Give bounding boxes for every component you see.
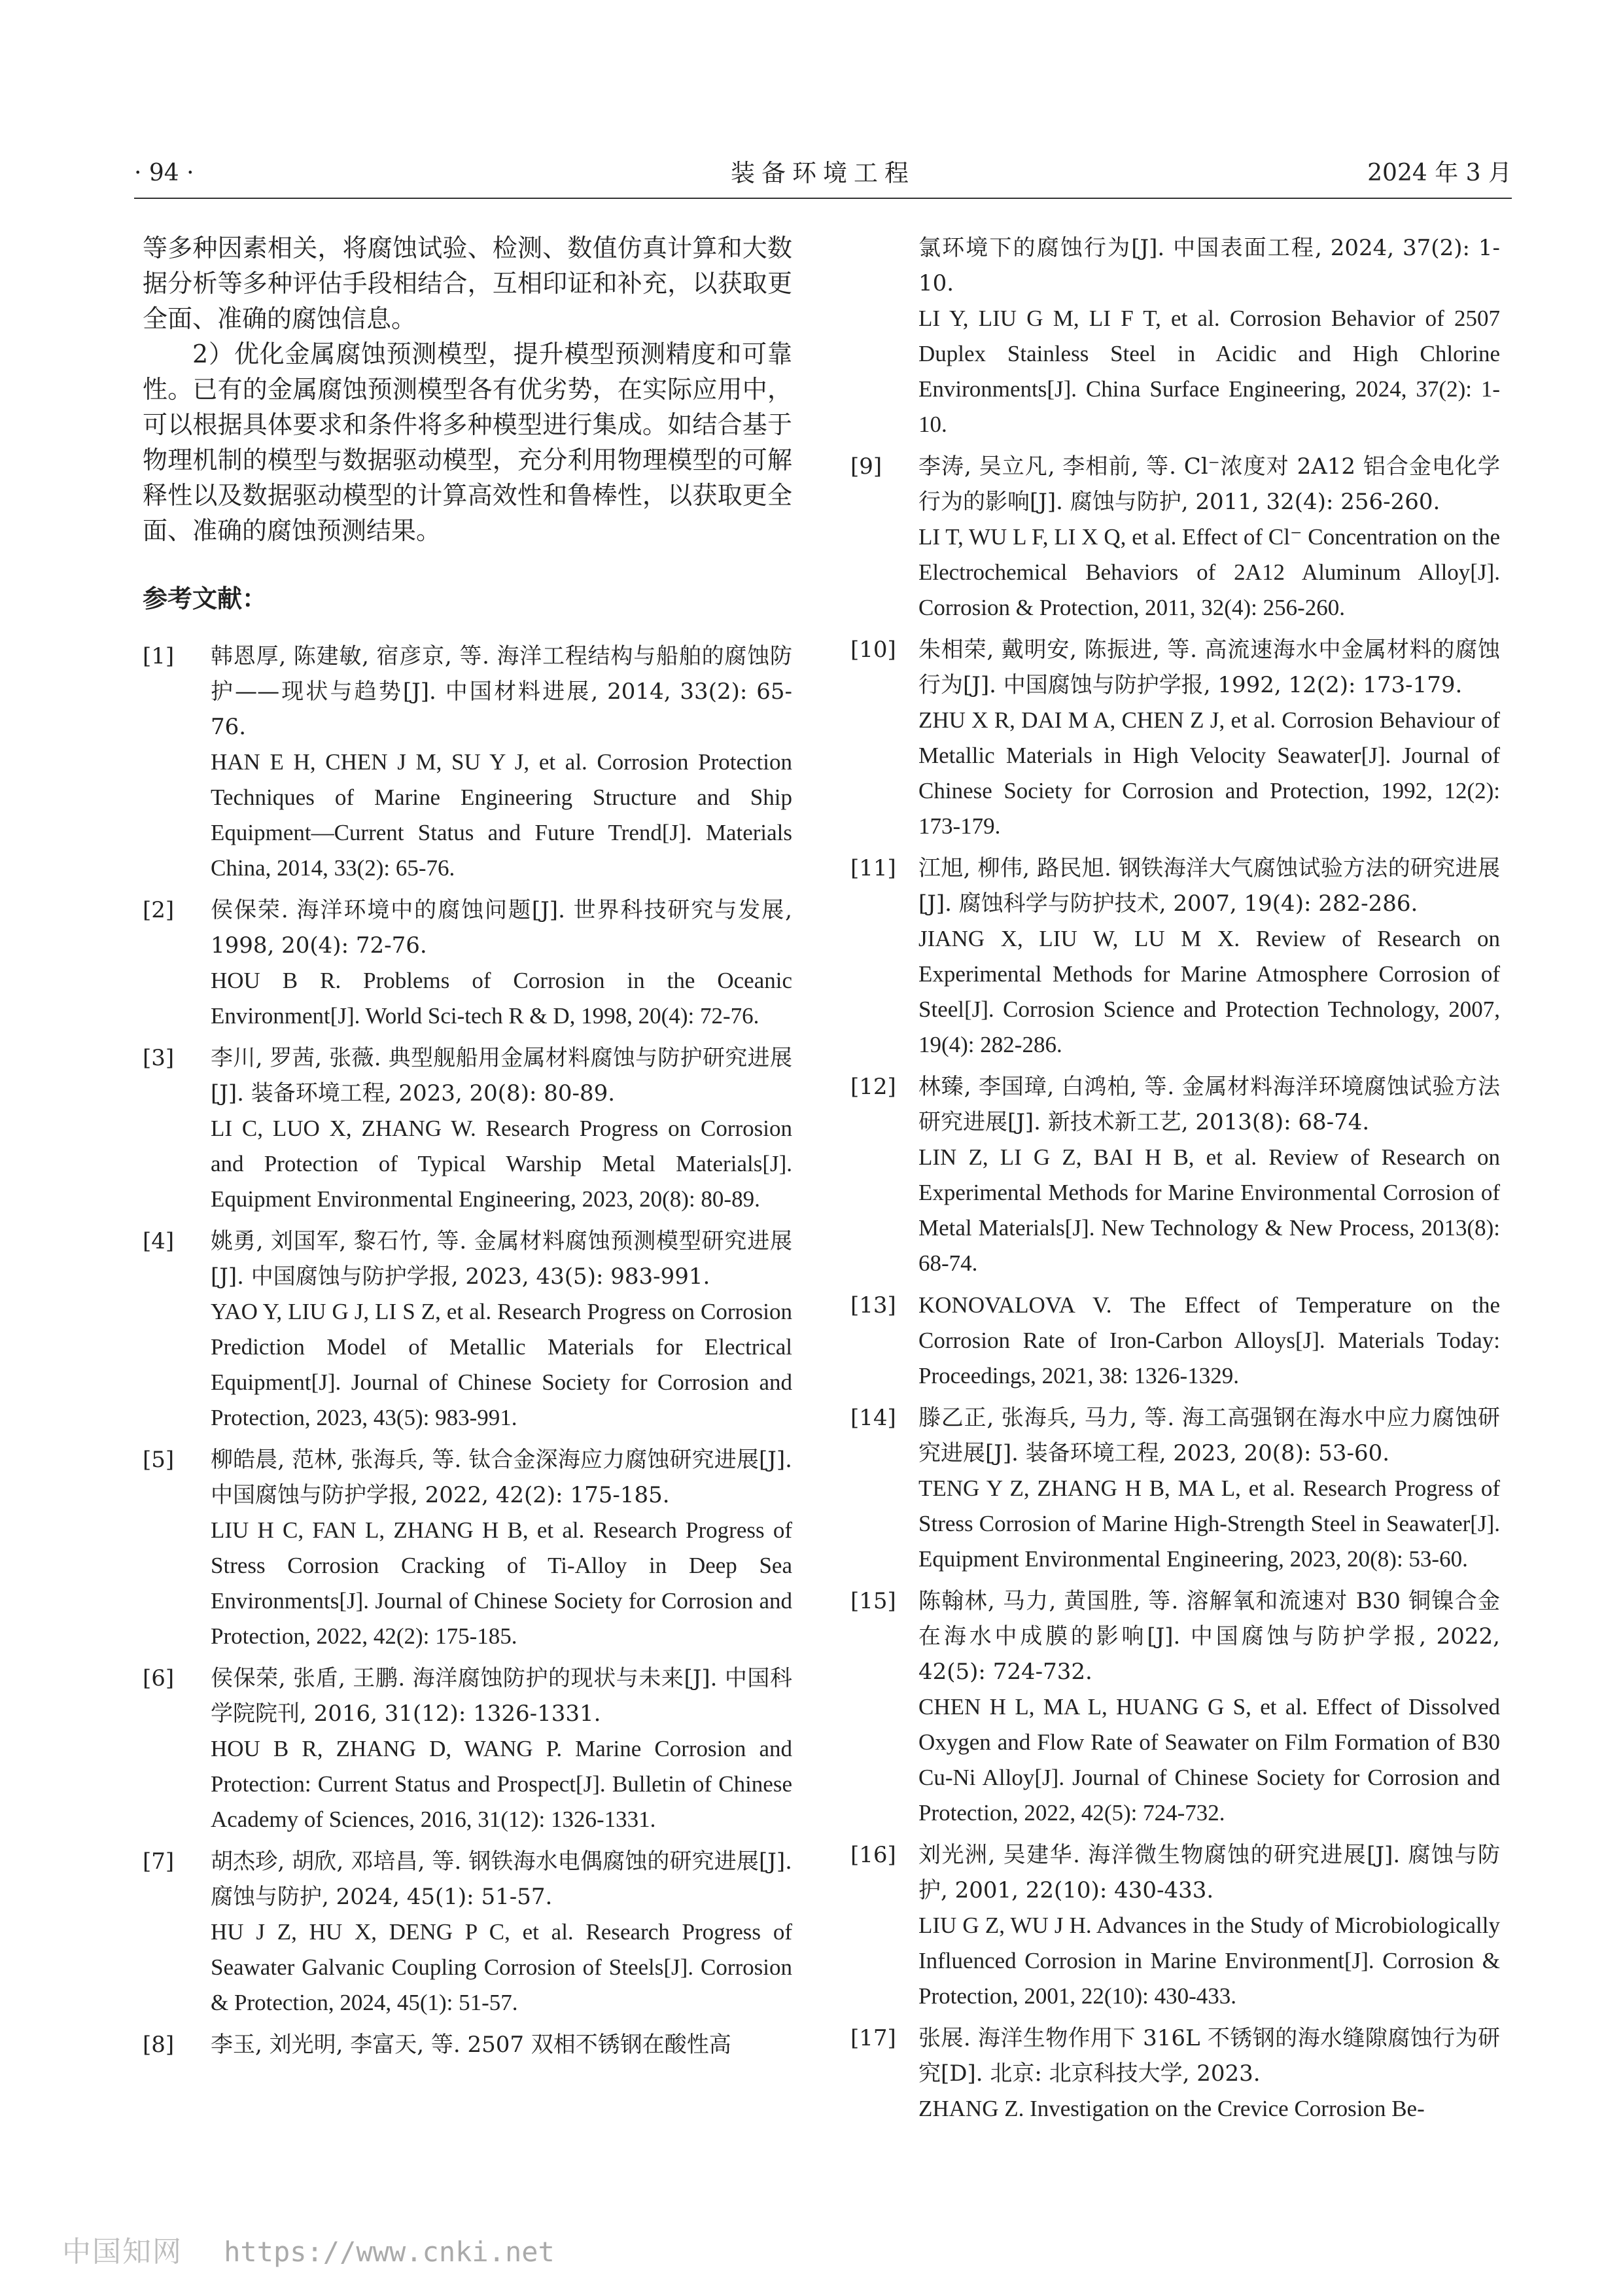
- reference-item: [850, 2021, 1500, 2127]
- reference-en: LIN Z, LI G Z, BAI H B, et al. Review of Research on Experimental Methods for Marine Environmental Corrosion of Metal Materials[J]. New Technology & New Process, 2013(8): 68-74.: [918, 1144, 1500, 1276]
- left-column: [143, 230, 792, 2069]
- reference-number: [10]: [850, 637, 896, 663]
- watermark-footer: [62, 2228, 555, 2267]
- reference-cn: 张展. 海洋生物作用下 316L 不锈钢的海水缝隙腐蚀行为研究[D]. 北京: 北京科技大学, 2023.: [918, 2025, 1500, 2087]
- reference-item: [850, 1583, 1500, 1831]
- reference-cn: 姚勇, 刘国军, 黎石竹, 等. 金属材料腐蚀预测模型研究进展[J]. 中国腐蚀与防护学报, 2023, 43(5): 983-991.: [211, 1228, 792, 1290]
- reference-number: [1]: [143, 643, 175, 669]
- reference-item: [850, 449, 1500, 626]
- reference-en: JIANG X, LIU W, LU M X. Review of Research on Experimental Methods for Marine Atmosphere Corrosion of Steel[J]. Corrosion Science and Protection Technology, 2007, 19(4): 282-286.: [918, 926, 1500, 1057]
- reference-number: [11]: [850, 855, 896, 881]
- reference-number: [4]: [143, 1228, 175, 1254]
- cnki-logo-text: 中国知网: [62, 2235, 183, 2269]
- right-column: [850, 230, 1500, 2133]
- references-heading: 参考文献：: [143, 584, 268, 613]
- reference-cn: 江旭, 柳伟, 路民旭. 钢铁海洋大气腐蚀试验方法的研究进展[J]. 腐蚀科学与防护技术, 2007, 19(4): 282-286.: [918, 855, 1500, 917]
- reference-en: ZHU X R, DAI M A, CHEN Z J, et al. Corrosion Behaviour of Metallic Materials in High Velocity Seawater[J]. Journal of Chinese Society for Corrosion and Protection, 1992, 12(2): 173-179.: [918, 707, 1500, 839]
- reference-en: YAO Y, LIU G J, LI S Z, et al. Research Progress on Corrosion Prediction Model of Metallic Materials for Electrical Equipment[J]. Journal of Chinese Society for Corrosion and Protection, 2023, 43(5): 983-991.: [211, 1299, 792, 1430]
- reference-item: [850, 632, 1500, 844]
- reference-item: [850, 1288, 1500, 1394]
- reference-item: [143, 1442, 792, 1654]
- page-number: · 94 ·: [134, 160, 194, 186]
- reference-en: HOU B R. Problems of Corrosion in the Oceanic Environment[J]. World Sci-tech R & D, 1998, 20(4): 72-76.: [211, 968, 792, 1029]
- body-paragraph-2: 2）优化金属腐蚀预测模型，提升模型预测精度和可靠性。已有的金属腐蚀预测模型各有优劣势，在实际应用中，可以根据具体要求和条件将多种模型进行集成。如结合基于物理机制的模型与数据驱动模型，充分利用物理模型的可解释性以及数据驱动模型的计算高效性和鲁棒性，以获取更全面、准确的腐蚀预测结果。: [143, 340, 792, 545]
- reference-item: [143, 1040, 792, 1217]
- reference-cn: 李川, 罗茜, 张薇. 典型舰船用金属材料腐蚀与防护研究进展[J]. 装备环境工程, 2023, 20(8): 80-89.: [211, 1045, 792, 1106]
- reference-item: [143, 1844, 792, 2021]
- reference-item: [143, 1661, 792, 1837]
- reference-cn: 林臻, 李国璋, 白鸿柏, 等. 金属材料海洋环境腐蚀试验方法研究进展[J]. 新技术新工艺, 2013(8): 68-74.: [918, 1074, 1500, 1135]
- reference-en: HAN E H, CHEN J M, SU Y J, et al. Corrosion Protection Techniques of Marine Engineering Structure and Ship Equipment—Current Status and Future Trend[J]. Materials China, 2014, 33(2): 65-76.: [211, 749, 792, 881]
- reference-cn: 李玉, 刘光明, 李富天, 等. 2507 双相不锈钢在酸性高: [211, 2032, 731, 2058]
- reference-en: TENG Y Z, ZHANG H B, MA L, et al. Research Progress of Stress Corrosion of Marine High-Strength Steel in Seawater[J]. Equipment Environmental Engineering, 2023, 20(8): 53-60.: [918, 1475, 1500, 1572]
- reference-number: [12]: [850, 1074, 896, 1100]
- reference-number: [2]: [143, 897, 175, 923]
- reference-cn: 刘光洲, 吴建华. 海洋微生物腐蚀的研究进展[J]. 腐蚀与防护, 2001, 22(10): 430-433.: [918, 1842, 1500, 1903]
- reference-en: KONOVALOVA V. The Effect of Temperature on the Corrosion Rate of Iron-Carbon Alloys[J]. Materials Today: Proceedings, 2021, 38: 1326-1329.: [918, 1292, 1500, 1388]
- reference-cn: 李涛, 吴立凡, 李相前, 等. Cl⁻浓度对 2A12 铝合金电化学行为的影响[J]. 腐蚀与防护, 2011, 32(4): 256-260.: [918, 453, 1500, 515]
- reference-cn: 胡杰珍, 胡欣, 邓培昌, 等. 钢铁海水电偶腐蚀的研究进展[J]. 腐蚀与防护, 2024, 45(1): 51-57.: [211, 1848, 792, 1910]
- reference-number: [5]: [143, 1447, 175, 1473]
- reference-en: HU J Z, HU X, DENG P C, et al. Research Progress of Seawater Galvanic Coupling Corrosion of Steels[J]. Corrosion & Protection, 2024, 45(1): 51-57.: [211, 1919, 792, 2015]
- reference-number: [6]: [143, 1665, 175, 1691]
- reference-item: [143, 2027, 792, 2062]
- reference-number: [16]: [850, 1842, 896, 1868]
- reference-cn: 侯保荣. 海洋环境中的腐蚀问题[J]. 世界科技研究与发展, 1998, 20(4): 72-76.: [211, 897, 792, 959]
- header-rule: [134, 198, 1512, 199]
- reference-en: LI Y, LIU G M, LI F T, et al. Corrosion Behavior of 2507 Duplex Stainless Steel in Acidic and High Chlorine Environments[J]. China Surface Engineering, 2024, 37(2): 1-10.: [918, 306, 1500, 437]
- reference-en: HOU B R, ZHANG D, WANG P. Marine Corrosion and Protection: Current Status and Prospect[J]. Bulletin of Chinese Academy of Sciences, 2016, 31(12): 1326-1331.: [211, 1736, 792, 1832]
- reference-en: LIU H C, FAN L, ZHANG H B, et al. Research Progress of Stress Corrosion Cracking of Ti-Alloy in Deep Sea Environments[J]. Journal of Chinese Society for Corrosion and Protection, 2022, 42(2): 175-185.: [211, 1517, 792, 1649]
- reference-en: LI T, WU L F, LI X Q, et al. Effect of Cl⁻ Concentration on the Electrochemical Behaviors of 2A12 Aluminum Alloy[J]. Corrosion & Protection, 2011, 32(4): 256-260.: [918, 524, 1500, 620]
- reference-en: ZHANG Z. Investigation on the Crevice Corrosion Be-: [918, 2096, 1425, 2121]
- reference-number: [7]: [143, 1848, 175, 1875]
- reference-item: [850, 1069, 1500, 1281]
- reference-cn: 韩恩厚, 陈建敏, 宿彦京, 等. 海洋工程结构与船舶的腐蚀防护——现状与趋势[J]. 中国材料进展, 2014, 33(2): 65-76.: [211, 643, 792, 740]
- reference-number: [15]: [850, 1588, 896, 1614]
- cnki-url-link[interactable]: https://www.cnki.net: [224, 2236, 555, 2268]
- reference-number: [13]: [850, 1292, 896, 1318]
- reference-number: [17]: [850, 2025, 896, 2051]
- reference-cn: 柳皓晨, 范林, 张海兵, 等. 钛合金深海应力腐蚀研究进展[J]. 中国腐蚀与防护学报, 2022, 42(2): 175-185.: [211, 1447, 792, 1508]
- reference-number: [14]: [850, 1405, 896, 1431]
- reference-item: [850, 1400, 1500, 1577]
- reference-number: [8]: [143, 2032, 175, 2058]
- reference-item: [850, 1837, 1500, 2014]
- reference-item: [850, 851, 1500, 1063]
- reference-number: [3]: [143, 1045, 175, 1071]
- reference-item: [143, 639, 792, 886]
- body-paragraph-1: 等多种因素相关，将腐蚀试验、检测、数值仿真计算和大数据分析等多种评估手段相结合，互相印证和补充，以获取更全面、准确的腐蚀信息。: [143, 234, 792, 333]
- issue-date: 2024 年 3 月: [1367, 160, 1512, 186]
- reference-item-continued: [850, 230, 1500, 442]
- reference-cn: 侯保荣, 张盾, 王鹏. 海洋腐蚀防护的现状与未来[J]. 中国科学院院刊, 2016, 31(12): 1326-1331.: [211, 1665, 792, 1727]
- reference-cn: 陈翰林, 马力, 黄国胜, 等. 溶解氧和流速对 B30 铜镍合金在海水中成膜的影响[J]. 中国腐蚀与防护学报, 2022, 42(5): 724-732.: [918, 1588, 1500, 1685]
- reference-item: [143, 1224, 792, 1436]
- running-header: [134, 157, 1512, 196]
- reference-cn: 朱相荣, 戴明安, 陈振进, 等. 高流速海水中金属材料的腐蚀行为[J]. 中国腐蚀与防护学报, 1992, 12(2): 173-179.: [918, 637, 1500, 698]
- journal-title: 装备环境工程: [731, 159, 915, 187]
- reference-en: LIU G Z, WU J H. Advances in the Study of Microbiologically Influenced Corrosion in Marine Environment[J]. Corrosion & Protection, 2001, 22(10): 430-433.: [918, 1913, 1500, 2009]
- reference-cn: 氯环境下的腐蚀行为[J]. 中国表面工程, 2024, 37(2): 1-10.: [918, 235, 1500, 296]
- reference-item: [143, 892, 792, 1034]
- reference-en: CHEN H L, MA L, HUANG G S, et al. Effect of Dissolved Oxygen and Flow Rate of Seawater on Film Formation of B30 Cu-Ni Alloy[J]. Journal of Chinese Society for Corrosion and Protection, 2022, 42(5): 724-732.: [918, 1694, 1500, 1826]
- reference-en: LI C, LUO X, ZHANG W. Research Progress on Corrosion and Protection of Typical Warship Metal Materials[J]. Equipment Environmental Engineering, 2023, 20(8): 80-89.: [211, 1116, 792, 1212]
- reference-cn: 滕乙正, 张海兵, 马力, 等. 海工高强钢在海水中应力腐蚀研究进展[J]. 装备环境工程, 2023, 20(8): 53-60.: [918, 1405, 1500, 1466]
- reference-number: [9]: [850, 453, 882, 480]
